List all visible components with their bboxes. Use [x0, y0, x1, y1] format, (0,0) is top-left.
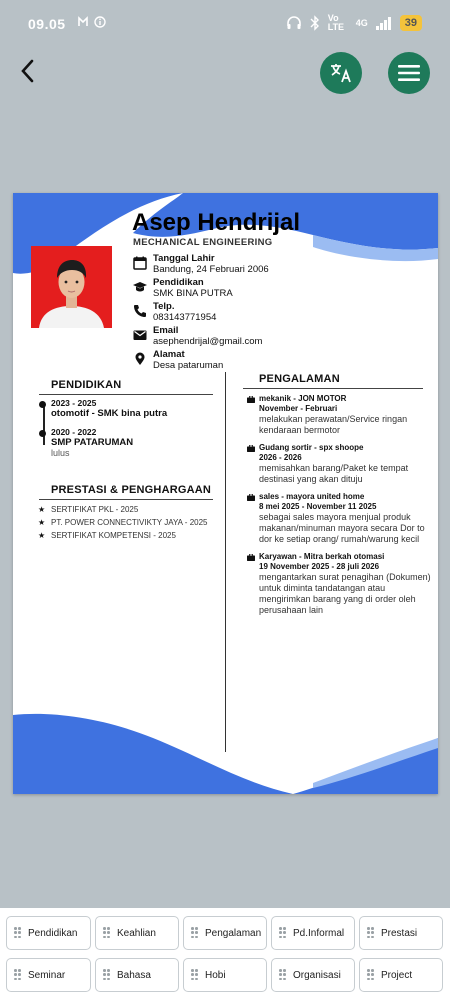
info-label: Pendidikan: [153, 277, 204, 288]
education-list: [39, 398, 219, 467]
info-value: Desa pataruman: [153, 360, 224, 371]
section-chip-label: Bahasa: [117, 969, 151, 981]
section-chip-prestasi[interactable]: [359, 916, 443, 950]
menu-button[interactable]: [388, 52, 430, 94]
info-phone: [133, 301, 433, 323]
achievement-item: [38, 529, 228, 542]
phone-icon: [133, 304, 147, 318]
education-item: [39, 398, 219, 419]
section-chip-seminar[interactable]: [6, 958, 91, 992]
drag-handle-icon[interactable]: [367, 927, 375, 939]
drag-handle-icon[interactable]: [367, 969, 375, 981]
column-divider: [225, 372, 226, 752]
briefcase-icon: [247, 445, 255, 452]
back-arrow-icon: [14, 56, 44, 86]
briefcase-icon: [247, 494, 255, 501]
section-chip-label: Project: [381, 969, 413, 981]
drag-handle-icon[interactable]: [14, 927, 22, 939]
education-title: PENDIDIKAN: [51, 379, 122, 391]
section-chip-label: Pendidikan: [28, 927, 78, 939]
education-years: 2020 - 2022: [51, 427, 97, 437]
section-chip-label: Pengalaman: [205, 927, 262, 939]
divider: [243, 388, 423, 389]
graduation-cap-icon: [133, 280, 147, 294]
section-chip-pd-informal[interactable]: [271, 916, 355, 950]
battery-indicator: 39: [400, 15, 422, 31]
section-chip-label: Prestasi: [381, 927, 418, 939]
experience-dates: 2026 - 2026: [259, 453, 302, 462]
experience-list: [247, 394, 432, 623]
section-chip-project[interactable]: [359, 958, 443, 992]
briefcase-icon: [247, 554, 255, 561]
info-value: SMK BINA PUTRA: [153, 288, 233, 299]
profile-photo: [31, 246, 112, 328]
mail-icon: [133, 328, 147, 342]
section-chip-label: Seminar: [28, 969, 66, 981]
experience-item: [247, 492, 432, 545]
section-picker: [0, 908, 450, 1000]
experience-dates: November - Februari: [259, 404, 338, 413]
status-bar: [0, 0, 450, 48]
achievements-title: PRESTASI & PENGHARGAAN: [51, 484, 212, 496]
status-time: 09.05: [28, 16, 66, 32]
experience-desc: mengantarkan surat penagihan (Dokumen) untuk diminta tandatangan atau mengirimkan barang yang di order oleh perusahaan lain: [259, 572, 431, 615]
achievement-text: PT. POWER CONNECTIVIKTY JAYA - 2025: [51, 518, 208, 527]
drag-handle-icon[interactable]: [103, 927, 111, 939]
briefcase-icon: [247, 396, 255, 403]
translate-icon: [329, 61, 353, 85]
hamburger-menu-icon: [398, 64, 420, 82]
back-button[interactable]: [14, 56, 44, 86]
star-icon: ★: [38, 505, 46, 514]
person-photo-image: [31, 246, 112, 328]
info-label: Tanggal Lahir: [153, 253, 215, 264]
experience-title: PENGALAMAN: [259, 373, 340, 385]
achievement-item: [38, 516, 228, 529]
network-label: Vo LTE: [327, 13, 345, 32]
timeline-dot: [39, 430, 46, 437]
divider: [39, 394, 213, 395]
signal-icon: [376, 16, 392, 30]
drag-handle-icon[interactable]: [191, 969, 199, 981]
experience-title: Gudang sortir - spx shoope: [259, 443, 364, 452]
drag-handle-icon[interactable]: [279, 969, 287, 981]
experience-desc: melakukan perawatan/Service ringan kendaraan bermotor: [259, 414, 408, 435]
experience-desc: memisahkan barang/Paket ke tempat destinasi yang akan dituju: [259, 463, 409, 484]
section-chip-label: Keahlian: [117, 927, 156, 939]
info-value: Bandung, 24 Februari 2006: [153, 264, 269, 275]
signal-label: 4G: [355, 18, 368, 28]
education-school: SMP PATARUMAN: [51, 437, 134, 448]
info-address: [133, 349, 433, 371]
achievement-text: SERTIFIKAT KOMPETENSI - 2025: [51, 531, 176, 540]
info-label: Email: [153, 325, 179, 336]
notification-icons: [78, 16, 112, 31]
experience-item: [247, 443, 432, 485]
cv-role: MECHANICAL ENGINEERING: [133, 237, 273, 248]
achievements-list: [38, 503, 228, 542]
star-icon: ★: [38, 531, 46, 540]
achievement-text: SERTIFIKAT PKL - 2025: [51, 505, 139, 514]
experience-item: [247, 394, 432, 436]
education-school: otomotif - SMK bina putra: [51, 408, 168, 419]
section-chip-hobi[interactable]: [183, 958, 267, 992]
section-chip-label: Hobi: [205, 969, 226, 981]
calendar-icon: [133, 256, 147, 270]
section-chip-label: Pd.Informal: [293, 927, 345, 939]
education-years: 2023 - 2025: [51, 398, 97, 408]
cv-name: Asep Hendrijal: [132, 209, 301, 236]
translate-button[interactable]: [320, 52, 362, 94]
experience-item: [247, 552, 432, 616]
drag-handle-icon[interactable]: [14, 969, 22, 981]
section-chip-organisasi[interactable]: [271, 958, 355, 992]
experience-desc: sebagai sales mayora menjual produk makanan/minuman mayora secara Dor to dor ke setiap orang/ rumah/warung kecil: [259, 512, 425, 544]
headphones-icon: [286, 15, 302, 31]
notification-icon: [78, 16, 112, 28]
info-birth: [133, 253, 433, 275]
education-item: [39, 427, 219, 459]
star-icon: ★: [38, 518, 46, 527]
personal-info: [133, 253, 433, 373]
achievement-item: [38, 503, 228, 516]
section-chip-pendidikan[interactable]: [6, 916, 91, 950]
drag-handle-icon[interactable]: [103, 969, 111, 981]
section-chip-bahasa[interactable]: [95, 958, 179, 992]
timeline-dot: [39, 401, 46, 408]
info-value: 083143771954: [153, 312, 217, 323]
experience-dates: 8 mei 2025 - November 11 2025: [259, 502, 377, 511]
info-email: [133, 325, 433, 347]
location-pin-icon: [133, 352, 147, 366]
experience-title: mekanik - JON MOTOR: [259, 394, 347, 403]
drag-handle-icon[interactable]: [279, 927, 287, 939]
experience-dates: 19 November 2025 - 28 juli 2026: [259, 562, 380, 571]
section-chip-keahlian[interactable]: [95, 916, 179, 950]
section-chip-pengalaman[interactable]: [183, 916, 267, 950]
section-chip-label: Organisasi: [293, 969, 341, 981]
divider: [39, 499, 213, 500]
experience-title: Karyawan - Mitra berkah otomasi: [259, 552, 385, 561]
education-note: lulus: [51, 448, 70, 458]
info-label: Alamat: [153, 349, 185, 360]
info-education: [133, 277, 433, 299]
bluetooth-icon: [310, 15, 320, 31]
drag-handle-icon[interactable]: [191, 927, 199, 939]
cv-preview[interactable]: [13, 193, 438, 794]
experience-title: sales - mayora united home: [259, 492, 365, 501]
info-value: asephendrijal@gmail.com: [153, 336, 263, 347]
info-label: Telp.: [153, 301, 175, 312]
